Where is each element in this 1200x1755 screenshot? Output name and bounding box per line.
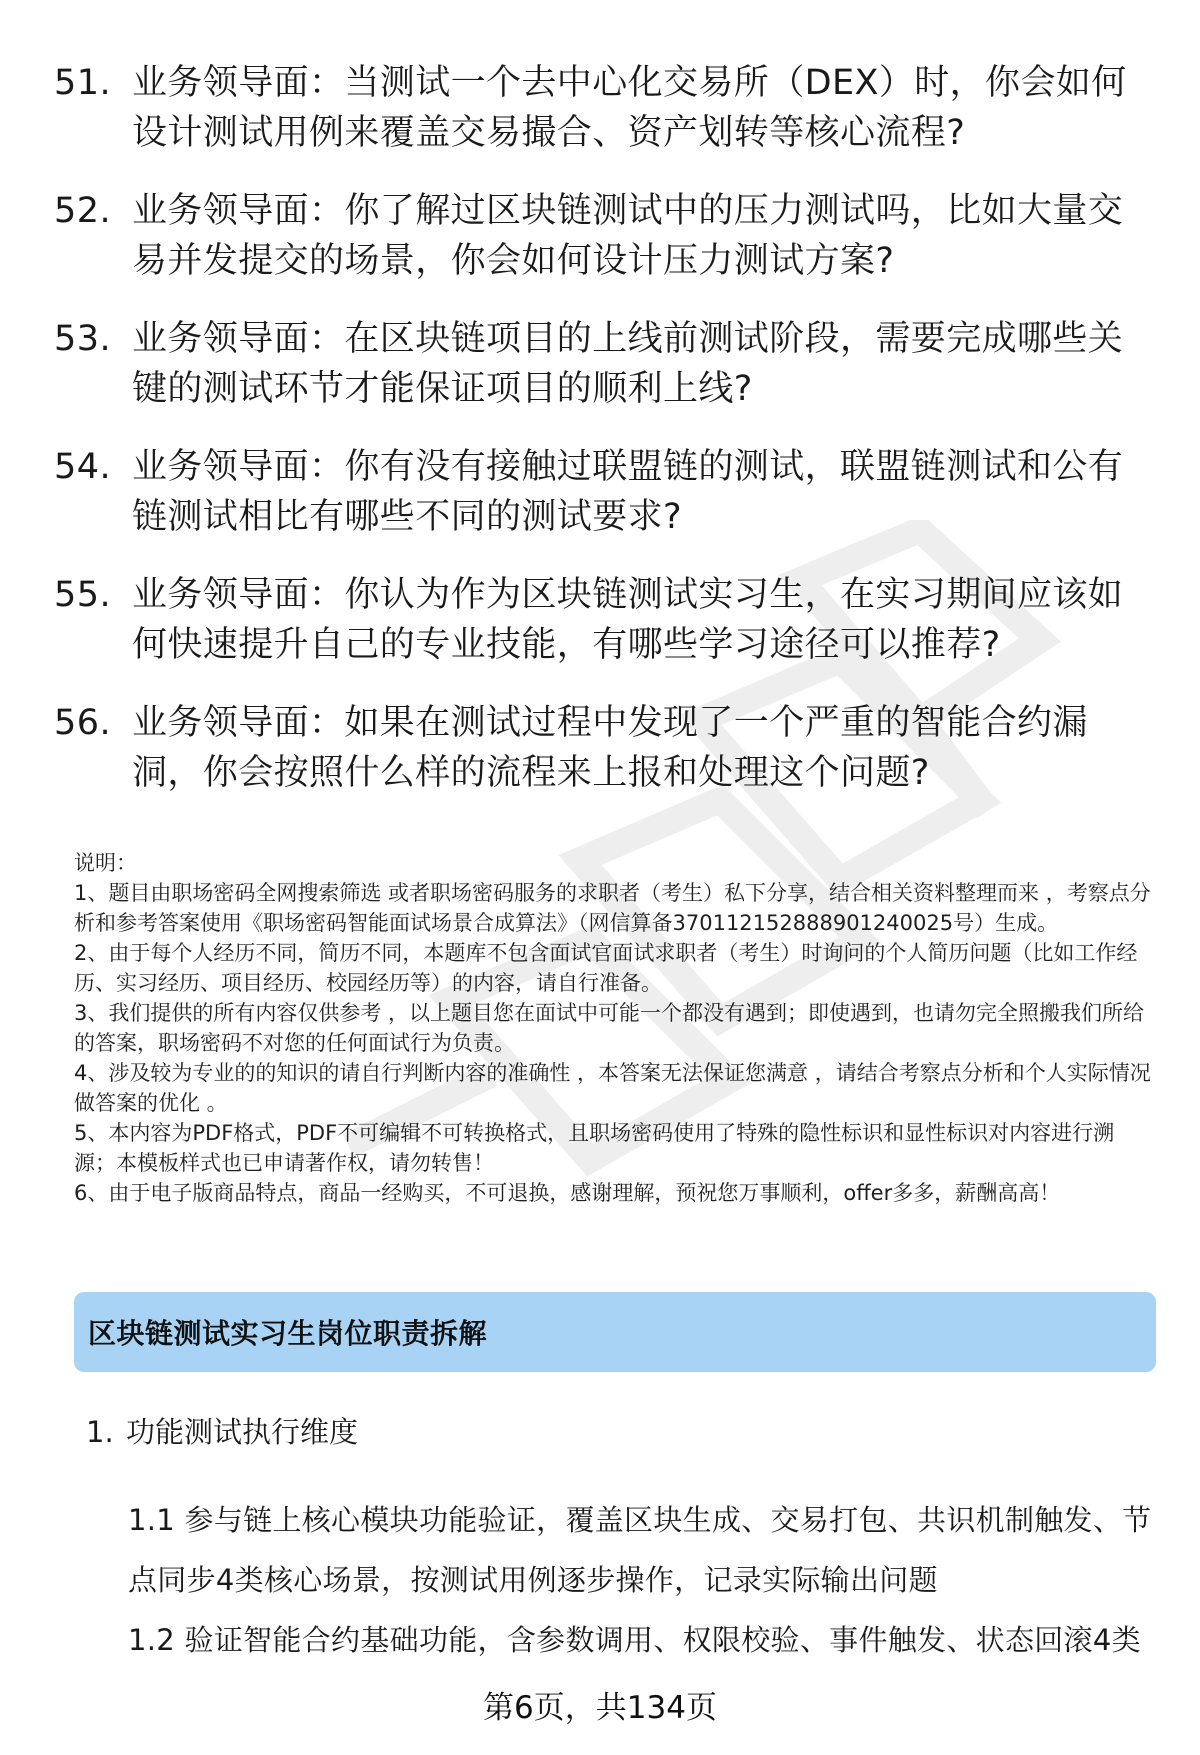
- question-text: 业务领导面：你认为作为区块链测试实习生，在实习期间应该如何快速提升自己的专业技能，有哪些学习途径可以推荐?: [132, 575, 1124, 665]
- question-item: [54, 698, 1144, 798]
- notes-section: [74, 848, 1154, 1208]
- note-item: 6、由于电子版商品特点，商品一经购买，不可退换，感谢理解，预祝您万事顺利，offer多多，薪酬高高！: [74, 1181, 1061, 1205]
- question-number: 55.: [54, 575, 112, 615]
- note-item: 4、涉及较为专业的的知识的请自行判断内容的准确性 ，本答案无法保证您满意 ，请结合考察点分析和个人实际情况做答案的优化 。: [74, 1061, 1151, 1115]
- note-item: 3、我们提供的所有内容仅供参考 ，以上题目您在面试中可能一个都没有遇到；即使遇到，也请勿完全照搬我们所给的答案，职场密码不对您的任何面试行为负责。: [74, 1001, 1145, 1055]
- question-number: 52.: [54, 191, 112, 231]
- note-item: 5、本内容为PDF格式，PDF不可编辑不可转换格式，且职场密码使用了特殊的隐性标识和显性标识对内容进行溯源；本模板样式也已申请著作权，请勿转售！: [74, 1121, 1115, 1175]
- question-number: 51.: [54, 63, 112, 103]
- question-number: 56.: [54, 703, 112, 743]
- note-item: 2、由于每个人经历不同，简历不同，本题库不包含面试官面试求职者（考生）时询问的个人简历问题（比如工作经历、实习经历、项目经历、校园经历等）的内容，请自行准备。: [74, 941, 1138, 995]
- question-text: 业务领导面：你有没有接触过联盟链的测试，联盟链测试和公有链测试相比有哪些不同的测试要求?: [132, 447, 1124, 537]
- question-list: [54, 58, 1144, 826]
- question-text: 业务领导面：如果在测试过程中发现了一个严重的智能合约漏洞，你会按照什么样的流程来上报和处理这个问题?: [132, 703, 1088, 793]
- note-item: 1、题目由职场密码全网搜索筛选 或者职场密码服务的求职者（考生）私下分享，结合相关资料整理而来 ，考察点分析和参考答案使用《职场密码智能面试场景合成算法》（网信算备370112152888901240025号）生成。: [74, 881, 1151, 935]
- question-number: 53.: [54, 319, 112, 359]
- responsibility-heading-number: 1.: [86, 1415, 114, 1449]
- responsibility-subitem: 1.1 参与链上核心模块功能验证，覆盖区块生成、交易打包、共识机制触发、节点同步4类核心场景，按测试用例逐步操作，记录实际输出问题: [128, 1503, 1152, 1597]
- section-title: 区块链测试实习生岗位职责拆解: [88, 1317, 488, 1350]
- notes-title: 说明：: [74, 851, 137, 875]
- question-item: [54, 186, 1144, 286]
- responsibility-subitem: 1.2 验证智能合约基础功能，含参数调用、权限校验、事件触发、状态回滚4类: [128, 1623, 1141, 1657]
- question-item: [54, 314, 1144, 414]
- page-number-footer: 第6页，共134页: [483, 1690, 717, 1726]
- question-text: 业务领导面：当测试一个去中心化交易所（DEX）时，你会如何设计测试用例来覆盖交易撮合、资产划转等核心流程?: [132, 63, 1127, 153]
- question-item: [54, 570, 1144, 670]
- responsibility-heading-text: 功能测试执行维度: [126, 1415, 359, 1449]
- question-number: 54.: [54, 447, 112, 487]
- question-text: 业务领导面：你了解过区块链测试中的压力测试吗，比如大量交易并发提交的场景，你会如何设计压力测试方案?: [132, 191, 1124, 281]
- section-banner: [74, 1292, 1156, 1372]
- question-item: [54, 58, 1144, 158]
- question-text: 业务领导面：在区块链项目的上线前测试阶段，需要完成哪些关键的测试环节才能保证项目的顺利上线?: [132, 319, 1124, 409]
- question-item: [54, 442, 1144, 542]
- responsibility-heading: [86, 1412, 358, 1452]
